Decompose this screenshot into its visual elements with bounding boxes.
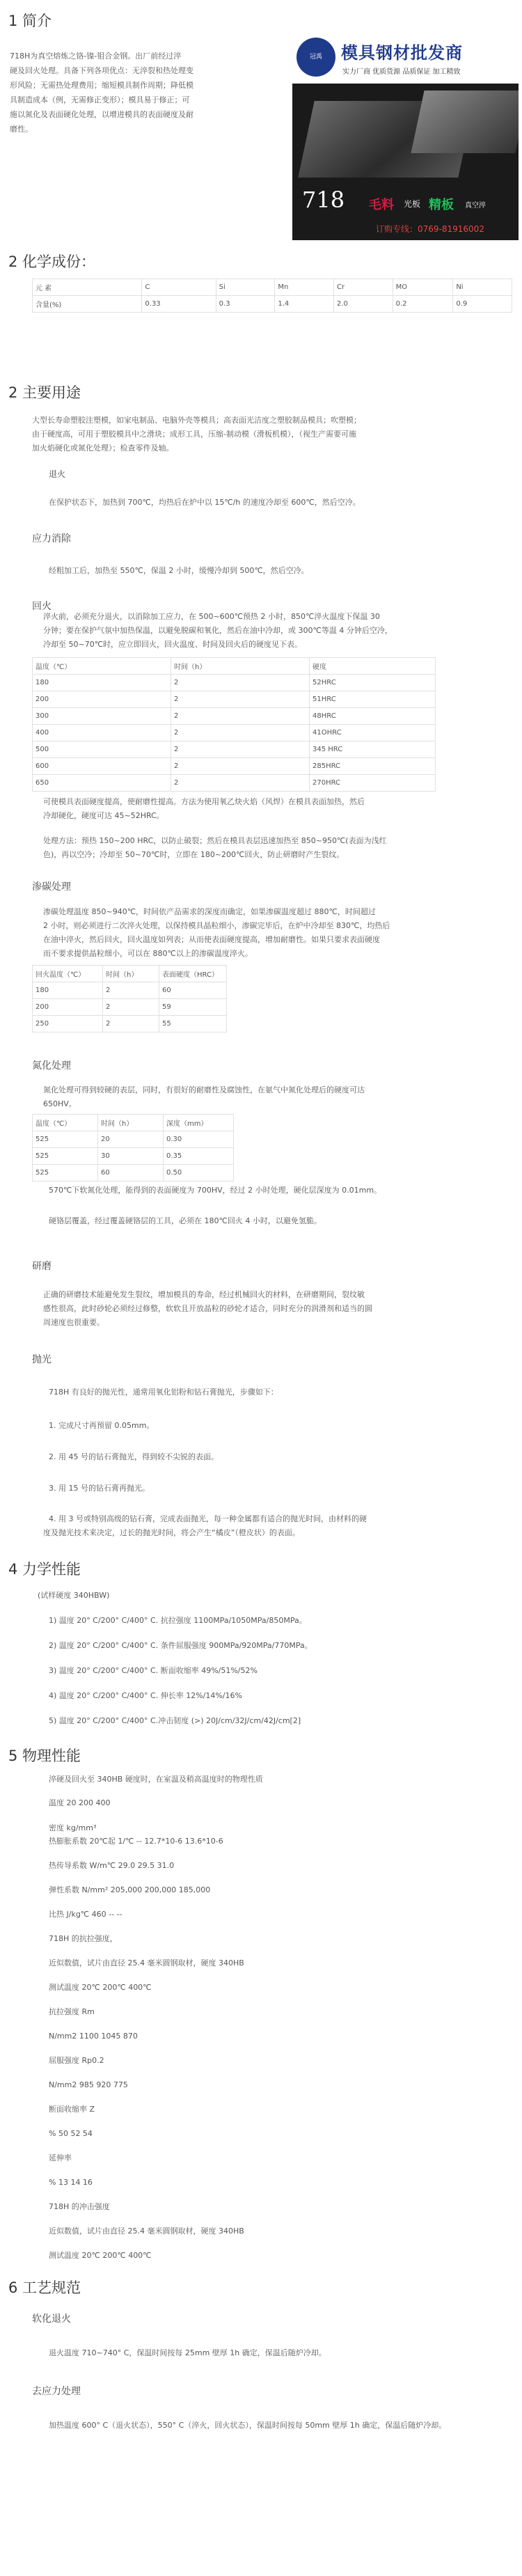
table-row bbox=[33, 982, 227, 999]
table-cell: 60 bbox=[159, 982, 227, 999]
physical-line: 延伸率 bbox=[49, 2153, 72, 2162]
grinding-title: 研磨 bbox=[32, 1261, 52, 1272]
table-cell: 2 bbox=[171, 708, 310, 725]
table-header: C bbox=[142, 279, 216, 296]
text-line: 色)，再以空冷；冷却至 50~70℃时，立即在 180~200℃回火，防止研磨时产生裂纹。 bbox=[43, 850, 345, 859]
table-cell: 0.2 bbox=[393, 296, 453, 313]
physical-line: 718H 的冲击强度 bbox=[49, 2202, 110, 2211]
grinding-text bbox=[43, 1288, 516, 1330]
section-6-title: 6 工艺规范 bbox=[8, 2279, 81, 2296]
physical-line: 近似数值，试片由直径 25.4 毫米圆钢取材，硬度 340HB bbox=[49, 1958, 244, 1968]
stress-relief-title: 应力消除 bbox=[32, 533, 71, 544]
chemical-table bbox=[32, 278, 512, 313]
physical-line: 淬硬及回火至 340HB 硬度时，在室温及稍高温度时的物理性质 bbox=[49, 1775, 263, 1784]
carburizing-title: 渗碳处理 bbox=[32, 881, 71, 893]
physical-line: 热膨胀系数 20℃起 1/℃ -- 12.7*10-6 13.6*10-6 bbox=[49, 1837, 223, 1846]
table-cell: 0.30 bbox=[164, 1131, 234, 1148]
table-row bbox=[33, 966, 227, 982]
table-cell: 0.9 bbox=[453, 296, 512, 313]
preheat-text bbox=[43, 834, 516, 862]
text-line: 而不要求提供晶粒细小，可以在 880℃以上的渗碳温度淬火。 bbox=[43, 949, 253, 958]
physical-line: 温度 20 200 400 bbox=[49, 1798, 111, 1807]
section-4-title: 4 力学性能 bbox=[8, 1561, 81, 1578]
text-line: 氮化处理可得到较硬的表层，同时，有很好的耐磨性及腐蚀性，在氨气中氮化处理后的硬度可达 bbox=[43, 1085, 365, 1094]
table-cell: 60 bbox=[98, 1165, 164, 1181]
annealing-text: 在保护状态下，加热到 700℃，均热后在炉中以 15℃/h 的速度冷却至 600℃，然后空冷。 bbox=[49, 498, 361, 507]
table-row bbox=[33, 758, 436, 775]
table-row bbox=[33, 691, 436, 708]
steel-block-image bbox=[411, 91, 519, 153]
intro-line: 硬及回火处理。具备下列各项优点：无淬裂和热处理变 bbox=[10, 66, 193, 75]
table-cell: 345 HRC bbox=[310, 741, 436, 758]
chrome-plating-note: 硬铬层覆盖，经过覆盖硬铬层的工具，必须在 180℃回火 4 小时，以避免氢脆。 bbox=[49, 1216, 322, 1225]
banner-title: 模具钢材批发商 bbox=[341, 43, 463, 63]
soft-annealing-title: 软化退火 bbox=[32, 2314, 71, 2325]
table-cell: 650 bbox=[33, 775, 171, 792]
intro-text bbox=[10, 49, 288, 136]
nitriding-table bbox=[32, 1114, 234, 1181]
polishing-step: 3. 用 15 号的钻石膏再抛光。 bbox=[49, 1484, 150, 1493]
soft-annealing-text: 退火温度 710~740° C，保温时间按每 25mm 壁厚 1h 确定，保温后随炉冷却。 bbox=[49, 2348, 326, 2357]
table-row bbox=[33, 775, 436, 792]
table-header: 温度（℃） bbox=[33, 1115, 98, 1131]
table-cell: 0.33 bbox=[142, 296, 216, 313]
text-line: 淬火前，必须充分退火，以消除加工应力，在 500~600℃预热 2 小时，850℃淬火温度下保温 30 bbox=[43, 612, 380, 621]
table-header: 元 素 bbox=[33, 279, 142, 296]
text-line: 650HV。 bbox=[43, 1099, 77, 1108]
physical-line: 断面收缩率 Z bbox=[49, 2105, 95, 2114]
table-cell: 2 bbox=[171, 758, 310, 775]
text-line: 2 小时，则必须进行二次淬火处理，以保持模具晶粒细小，渗碳完毕后，在炉中冷却至 830℃，均热后 bbox=[43, 921, 390, 930]
table-cell: 300 bbox=[33, 708, 171, 725]
table-cell: 250 bbox=[33, 1016, 103, 1032]
table-header: Ni bbox=[453, 279, 512, 296]
table-header: 时间（h） bbox=[98, 1115, 164, 1131]
text-line: 大型长寿命塑胶注塑模，如家电制品、电脑外壳等模具；高表面光洁度之塑胶制品模具；吹塑模； bbox=[32, 416, 361, 425]
polishing-step: 4. 用 3 号或特别高级的钻石膏，完成表面抛光，每一种金属都有适合的抛光时间，由材料的硬 bbox=[49, 1514, 367, 1523]
uses-text bbox=[32, 414, 512, 455]
table-cell: 500 bbox=[33, 741, 171, 758]
carburizing-text bbox=[43, 905, 516, 961]
stress-treatment-title: 去应力处理 bbox=[32, 2386, 81, 2397]
text-line: 渗碳处理温度 850~940℃，时间依产品需求的深度而确定，如果渗碳温度超过 880℃，时间超过 bbox=[43, 907, 376, 916]
table-row bbox=[33, 999, 227, 1016]
table-cell: 48HRC bbox=[310, 708, 436, 725]
tempering-table bbox=[32, 657, 436, 792]
physical-line: N/mm2 985 920 775 bbox=[49, 2080, 128, 2089]
physical-line: 测试温度 20℃ 200℃ 400℃ bbox=[49, 2251, 152, 2260]
table-row bbox=[33, 1148, 234, 1165]
table-cell: 600 bbox=[33, 758, 171, 775]
mechanical-line: 2) 温度 20° C/200° C/400° C. 条件屈服强度 900MPa/920MPa/770MPa。 bbox=[49, 1641, 313, 1650]
physical-line: 热传导系数 W/m℃ 29.0 29.5 31.0 bbox=[49, 1861, 175, 1870]
banner-tag: 光板 bbox=[404, 199, 421, 209]
table-row bbox=[33, 279, 512, 296]
table-cell: 2 bbox=[103, 982, 159, 999]
text-line: 由于硬度高，可用于塑胶模具中之滑块；成形工具，压缩-制动模（滑板机模），（视生产需要可施 bbox=[32, 430, 356, 439]
table-cell: 30 bbox=[98, 1148, 164, 1165]
table-cell: 525 bbox=[33, 1165, 98, 1181]
table-header: 时间（h） bbox=[171, 658, 310, 675]
table-cell: 180 bbox=[33, 675, 171, 691]
intro-line: 施以氮化及表面硬化处理，以增进模具的表面硬度及耐 bbox=[10, 110, 193, 119]
table-row bbox=[33, 1115, 234, 1131]
table-header: MO bbox=[393, 279, 453, 296]
table-row bbox=[33, 658, 436, 675]
intro-line: 磨性。 bbox=[10, 125, 33, 134]
tempering-text bbox=[43, 610, 516, 652]
text-line: 正确的研磨技术能避免发生裂纹，增加模具的寿命，经过机械回火的材料，在研磨期间，裂纹敏 bbox=[43, 1290, 365, 1299]
table-header: Mn bbox=[275, 279, 334, 296]
mechanical-line: 1) 温度 20° C/200° C/400° C. 抗拉强度 1100MPa/1050MPa/850MPa。 bbox=[49, 1616, 307, 1625]
table-cell: 200 bbox=[33, 999, 103, 1016]
table-header: Si bbox=[216, 279, 275, 296]
table-cell: 2 bbox=[171, 775, 310, 792]
table-header: 表面硬度（HRC） bbox=[159, 966, 227, 982]
carburizing-table bbox=[32, 965, 227, 1032]
table-cell: 285HRC bbox=[310, 758, 436, 775]
table-row bbox=[33, 1016, 227, 1032]
physical-line: 屈服强度 Rp0.2 bbox=[49, 2056, 104, 2065]
mechanical-line: 4) 温度 20° C/200° C/400° C. 伸长率 12%/14%/16% bbox=[49, 1691, 242, 1700]
physical-line: % 13 14 16 bbox=[49, 2178, 93, 2187]
table-cell: 2 bbox=[171, 741, 310, 758]
section-5-title: 5 物理性能 bbox=[8, 1748, 81, 1764]
banner-tag: 毛料 bbox=[369, 198, 394, 212]
table-cell: 含量(%) bbox=[33, 296, 142, 313]
physical-line: 718H 的抗拉强度， bbox=[49, 1934, 118, 1943]
stress-treatment-text: 加热温度 600° C（退火状态），550° C（淬火，回火状态），保温时间按每 50mm 壁厚 1h 确定，保温后随炉冷却。 bbox=[49, 2421, 447, 2430]
table-cell: 41OHRC bbox=[310, 725, 436, 741]
polishing-step: 2. 用 45 号的钻石膏抛光，得到较不尖锐的表面。 bbox=[49, 1452, 219, 1461]
mechanical-line: (试样硬度 340HBW) bbox=[38, 1591, 110, 1600]
banner-subtitle: 实力厂商 优质货源 品质保证 加工精致 bbox=[342, 68, 461, 76]
table-cell: 2 bbox=[171, 675, 310, 691]
annealing-title: 退火 bbox=[49, 469, 66, 479]
table-row bbox=[33, 741, 436, 758]
flame-hardening-text bbox=[43, 795, 516, 823]
table-row bbox=[33, 725, 436, 741]
nitriding-text bbox=[43, 1083, 516, 1111]
table-cell: 1.4 bbox=[275, 296, 334, 313]
table-cell: 51HRC bbox=[310, 691, 436, 708]
table-row bbox=[33, 1165, 234, 1181]
text-line: 分钟；要在保护气氛中加热保温，以避免脱碳和氧化，然后在油中冷却，或 300℃等温 4 分钟后空冷， bbox=[43, 626, 393, 635]
table-cell: 400 bbox=[33, 725, 171, 741]
table-cell: 2.0 bbox=[333, 296, 393, 313]
table-cell: 2 bbox=[171, 725, 310, 741]
table-cell: 52HRC bbox=[310, 675, 436, 691]
table-cell: 0.3 bbox=[216, 296, 275, 313]
text-line: 感性很高，此时砂轮必须经过修整，软软且开放晶粒的砂轮才适合，同时充分的润滑剂和适当的圆 bbox=[43, 1304, 372, 1313]
polishing-step: 1. 完成尺寸再预留 0.05mm。 bbox=[49, 1421, 155, 1430]
table-header: Cr bbox=[333, 279, 393, 296]
banner-grade: 718 bbox=[302, 187, 345, 213]
table-row bbox=[33, 708, 436, 725]
table-row bbox=[33, 1131, 234, 1148]
physical-line: N/mm2 1100 1045 870 bbox=[49, 2032, 138, 2041]
table-cell: 2 bbox=[171, 691, 310, 708]
banner-phone: 订购专线：0769-81916002 bbox=[376, 224, 484, 234]
physical-line: 比热 J/kg℃ 460 -- -- bbox=[49, 1910, 122, 1919]
section-1-title: 1 简介 bbox=[8, 13, 52, 29]
nitriding-title: 氮化处理 bbox=[32, 1060, 71, 1071]
stress-relief-text: 经粗加工后，加热至 550℃，保温 2 小时，缓慢冷却到 500℃，然后空冷。 bbox=[49, 566, 309, 575]
table-header: 温度（℃） bbox=[33, 658, 171, 675]
table-header: 深度（mm） bbox=[164, 1115, 234, 1131]
physical-line: 测试温度 20℃ 200℃ 400℃ bbox=[49, 1983, 152, 1992]
table-header: 硬度 bbox=[310, 658, 436, 675]
table-cell: 2 bbox=[103, 1016, 159, 1032]
table-header: 回火温度（℃） bbox=[33, 966, 103, 982]
text-line: 周速度也很重要。 bbox=[43, 1318, 104, 1327]
tempering-title: 回火 bbox=[32, 601, 52, 612]
table-cell: 59 bbox=[159, 999, 227, 1016]
intro-line: 具制造成本（例，无需修正变形）；模具易于修正；可 bbox=[10, 95, 190, 104]
intro-line: 形风险；无需热处理费用；缩短模具制作周期；降低模 bbox=[10, 81, 193, 90]
section-3-title: 2 主要用途 bbox=[8, 384, 81, 401]
physical-line: 弹性系数 N/mm² 205,000 200,000 185,000 bbox=[49, 1885, 211, 1894]
text-line: 在油中淬火，然后回火，回火温度如列表；从而使表面硬度提高，增加耐磨性。如果只要求表面硬度 bbox=[43, 935, 380, 944]
polishing-intro: 718H 有良好的抛光性，通常用氧化铝粉和钻石膏抛光，步骤如下： bbox=[49, 1388, 278, 1397]
table-cell: 270HRC bbox=[310, 775, 436, 792]
table-cell: 20 bbox=[98, 1131, 164, 1148]
table-cell: 55 bbox=[159, 1016, 227, 1032]
table-row bbox=[33, 675, 436, 691]
text-line: 冷却至 50~70℃时，应立即回火，回火温度、时间及回火后的硬度见下表。 bbox=[43, 640, 303, 649]
banner-image bbox=[292, 35, 519, 240]
table-cell: 2 bbox=[103, 999, 159, 1016]
polishing-tail: 度及抛光技术来决定，过长的抛光时间，将会产生“橘皮”（橙皮状）的表面。 bbox=[43, 1528, 300, 1537]
table-cell: 0.35 bbox=[164, 1148, 234, 1165]
physical-line: 抗拉强度 Rm bbox=[49, 2007, 95, 2016]
physical-line: 近似数值，试片由直径 25.4 毫米圆钢取材，硬度 340HB bbox=[49, 2226, 244, 2236]
banner-tag: 精板 bbox=[429, 198, 454, 212]
physical-line: % 50 52 54 bbox=[49, 2129, 93, 2138]
text-line: 冷却硬化，硬度可达 45~52HRC。 bbox=[43, 811, 164, 820]
table-cell: 180 bbox=[33, 982, 103, 999]
polishing-title: 抛光 bbox=[32, 1354, 52, 1365]
text-line: 加火焰硬化或氮化处理）；检查零件及轴。 bbox=[32, 443, 174, 453]
section-2-title: 2 化学成份： bbox=[8, 253, 96, 270]
table-header: 时间（h） bbox=[103, 966, 159, 982]
logo: 冠禹 bbox=[296, 38, 335, 77]
table-cell: 525 bbox=[33, 1148, 98, 1165]
table-cell: 525 bbox=[33, 1131, 98, 1148]
text-line: 可使模具表面硬度提高，使耐磨性提高。方法为使用氧乙炔火焰（风焊）在模具表面加热，然后 bbox=[43, 797, 365, 806]
banner-tag: 真空淬 bbox=[465, 202, 486, 210]
table-cell: 200 bbox=[33, 691, 171, 708]
table-cell: 0.50 bbox=[164, 1165, 234, 1181]
text-line: 处理方法：预热 150~200 HRC，以防止破裂；然后在模具表层迅速加热至 850~950℃(表面为浅红 bbox=[43, 836, 387, 845]
soft-nitriding-note: 570℃下软氮化处理，能得到的表面硬度为 700HV，经过 2 小时处理，硬化层深度为 0.01mm。 bbox=[49, 1186, 382, 1195]
mechanical-line: 3) 温度 20° C/200° C/400° C. 断面收缩率 49%/51%/52% bbox=[49, 1666, 258, 1675]
mechanical-line: 5) 温度 20° C/200° C/400° C.冲击韧度 (>) 20J/cm/32J/cm/42J/cm[2] bbox=[49, 1716, 301, 1725]
intro-line: 718H为真空熔炼之铬-镍-钼合金钢。出厂前经过淬 bbox=[10, 52, 182, 61]
table-row bbox=[33, 296, 512, 313]
physical-line: 密度 kg/mm³ bbox=[49, 1823, 97, 1832]
